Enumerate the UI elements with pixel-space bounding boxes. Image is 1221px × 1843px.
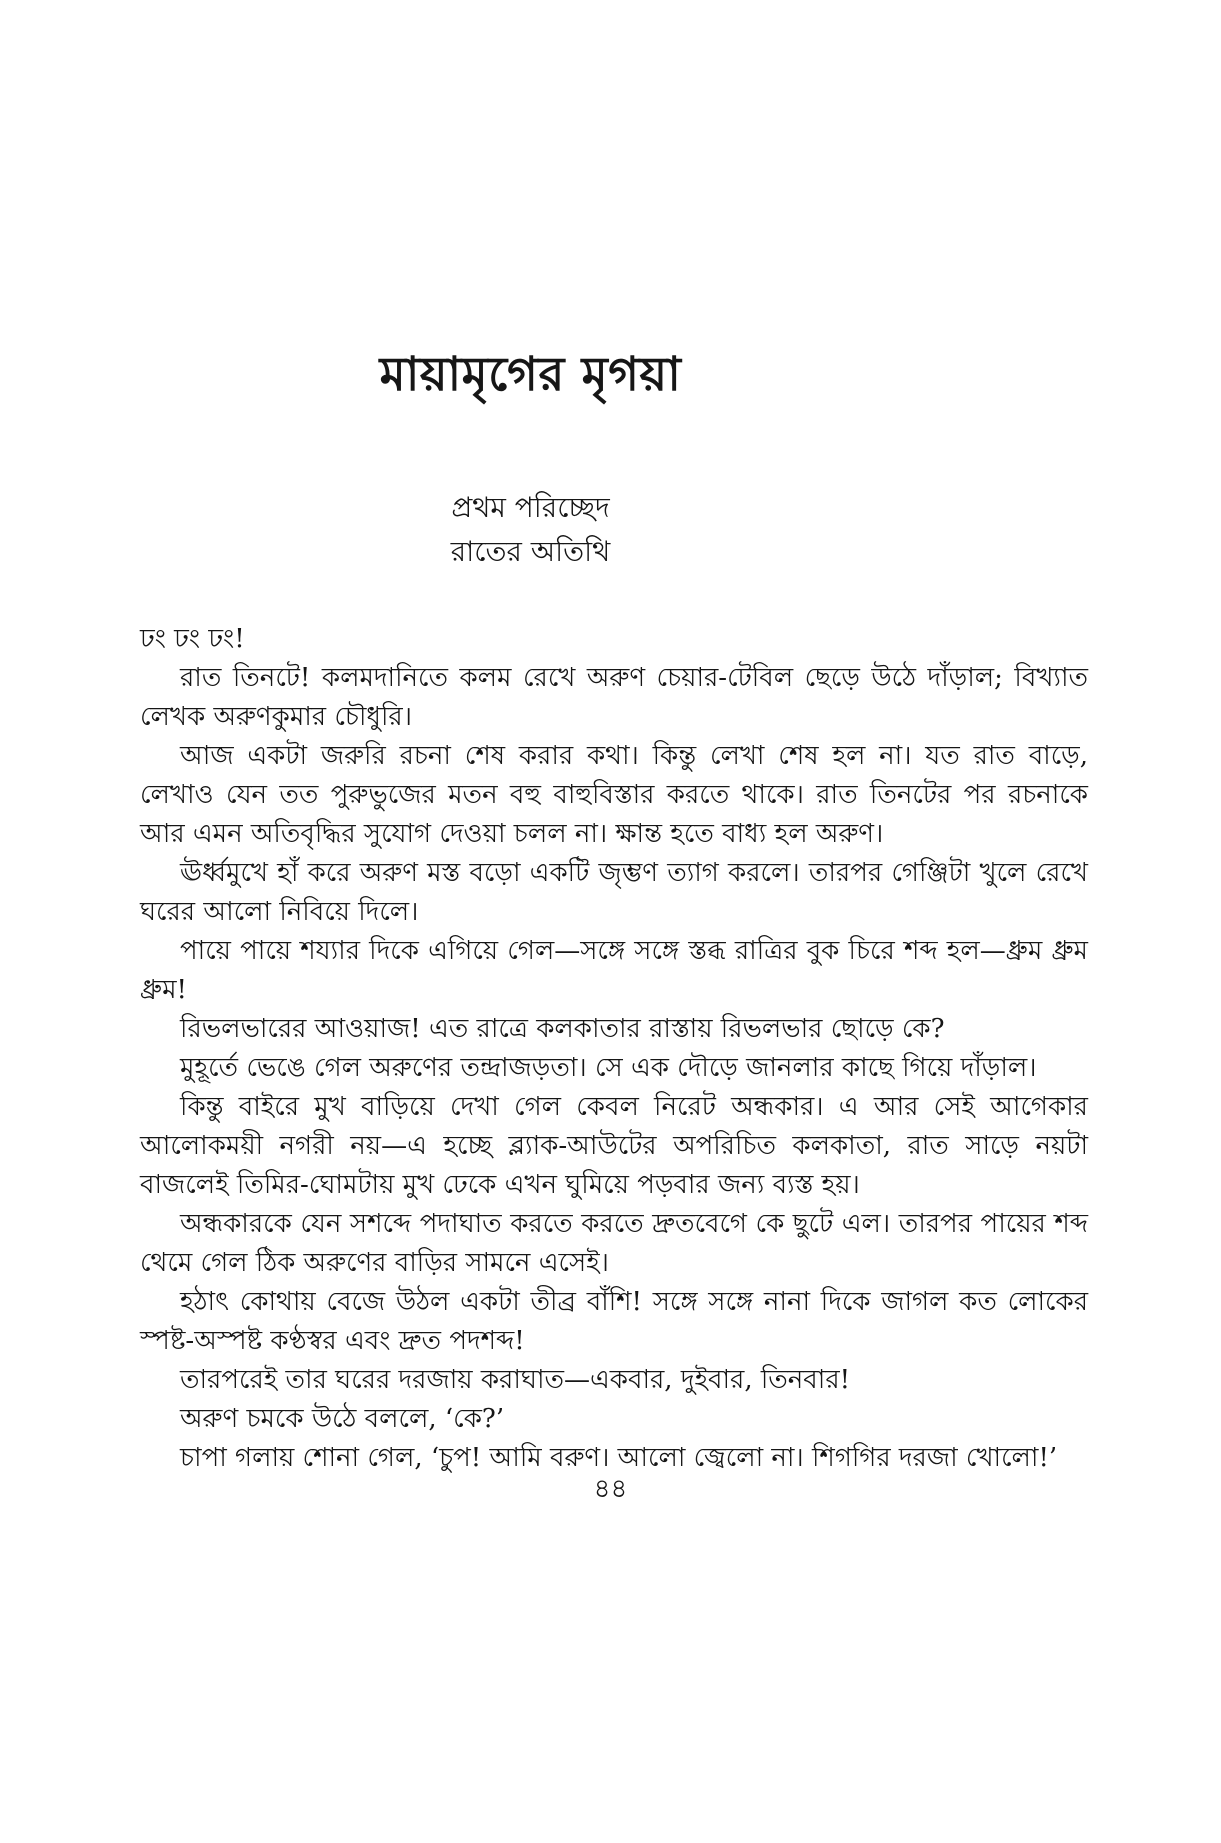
body-text [140, 620, 1088, 1478]
body-paragraph: রাত তিনটে! কলমদানিতে কলম রেখে অরুণ চেয়ার-টেবিল ছেড়ে উঠে দাঁড়াল; বিখ্যাত লেখক অরুণকুমার চৌধুরি। [140, 663, 1088, 732]
page-number: ৪৪ [593, 1474, 628, 1504]
body-paragraph: অরুণ চমকে উঠে বললে, ‘কে?’ [180, 1404, 505, 1434]
body-paragraph: রিভলভারের আওয়াজ! এত রাত্রে কলকাতার রাস্তায় রিভলভার ছোড়ে কে? [180, 1014, 945, 1044]
body-paragraph: ঢং ঢং ঢং! [140, 624, 245, 654]
body-paragraph: পায়ে পায়ে শয্যার দিকে এগিয়ে গেল—সঙ্গে সঙ্গে স্তব্ধ রাত্রির বুক চিরে শব্দ হল—ধ্রুম ধ্রুম ধ্রুম! [140, 936, 1088, 1005]
chapter-heading: প্রথম পরিচ্ছেদ [451, 491, 610, 524]
body-paragraph: মুহূর্তে ভেঙে গেল অরুণের তন্দ্রাজড়তা। সে এক দৌড়ে জানলার কাছে গিয়ে দাঁড়াল। [180, 1053, 1037, 1083]
page-title: মায়ামৃগের মৃগয়া [379, 347, 682, 402]
body-paragraph: অন্ধকারকে যেন সশব্দে পদাঘাত করতে করতে দ্রুতবেগে কে ছুটে এল। তারপর পায়ের শব্দ থেমে গেল ঠিক অরুণের বাড়ির সামনে এসেই। [140, 1209, 1088, 1278]
body-paragraph: তারপরেই তার ঘরের দরজায় করাঘাত—একবার, দুইবার, তিনবার! [180, 1365, 851, 1395]
body-paragraph: আজ একটা জরুরি রচনা শেষ করার কথা। কিন্তু লেখা শেষ হল না। যত রাত বাড়ে, লেখাও যেন তত পুরুভুজের মতন বহু বাহুবিস্তার করতে থাকে। রাত তিনটের পর রচনাকে আর এমন অতিবৃদ্ধির সুযোগ দেওয়া চলল না। ক্ষান্ত হতে বাধ্য হল অরুণ। [140, 741, 1088, 849]
body-paragraph: চাপা গলায় শোনা গেল, ‘চুপ! আমি বরুণ। আলো জ্বেলো না। শিগগির দরজা খোলো!’ [180, 1443, 1058, 1473]
heading-block [0, 0, 1141, 572]
body-paragraph: কিন্তু বাইরে মুখ বাড়িয়ে দেখা গেল কেবল নিরেট অন্ধকার। এ আর সেই আগেকার আলোকময়ী নগরী নয়—এ হচ্ছে ব্ল্যাক-আউটের অপরিচিত কলকাতা, রাত সাড়ে নয়টা বাজলেই তিমির-ঘোমটায় মুখ ঢেকে এখন ঘুমিয়ে পড়বার জন্য ব্যস্ত হয়। [140, 1092, 1088, 1200]
body-paragraph: ঊর্ধ্বমুখে হাঁ করে অরুণ মস্ত বড়ো একটি জৃম্ভণ ত্যাগ করলে। তারপর গেঞ্জিটা খুলে রেখে ঘরের আলো নিবিয়ে দিলে। [140, 858, 1088, 927]
section-subtitle: রাতের অতিথি [450, 535, 611, 568]
body-paragraph: হঠাৎ কোথায় বেজে উঠল একটা তীব্র বাঁশি! সঙ্গে সঙ্গে নানা দিকে জাগল কত লোকের স্পষ্ট-অস্পষ্ট কণ্ঠস্বর এবং দ্রুত পদশব্দ! [140, 1287, 1088, 1356]
